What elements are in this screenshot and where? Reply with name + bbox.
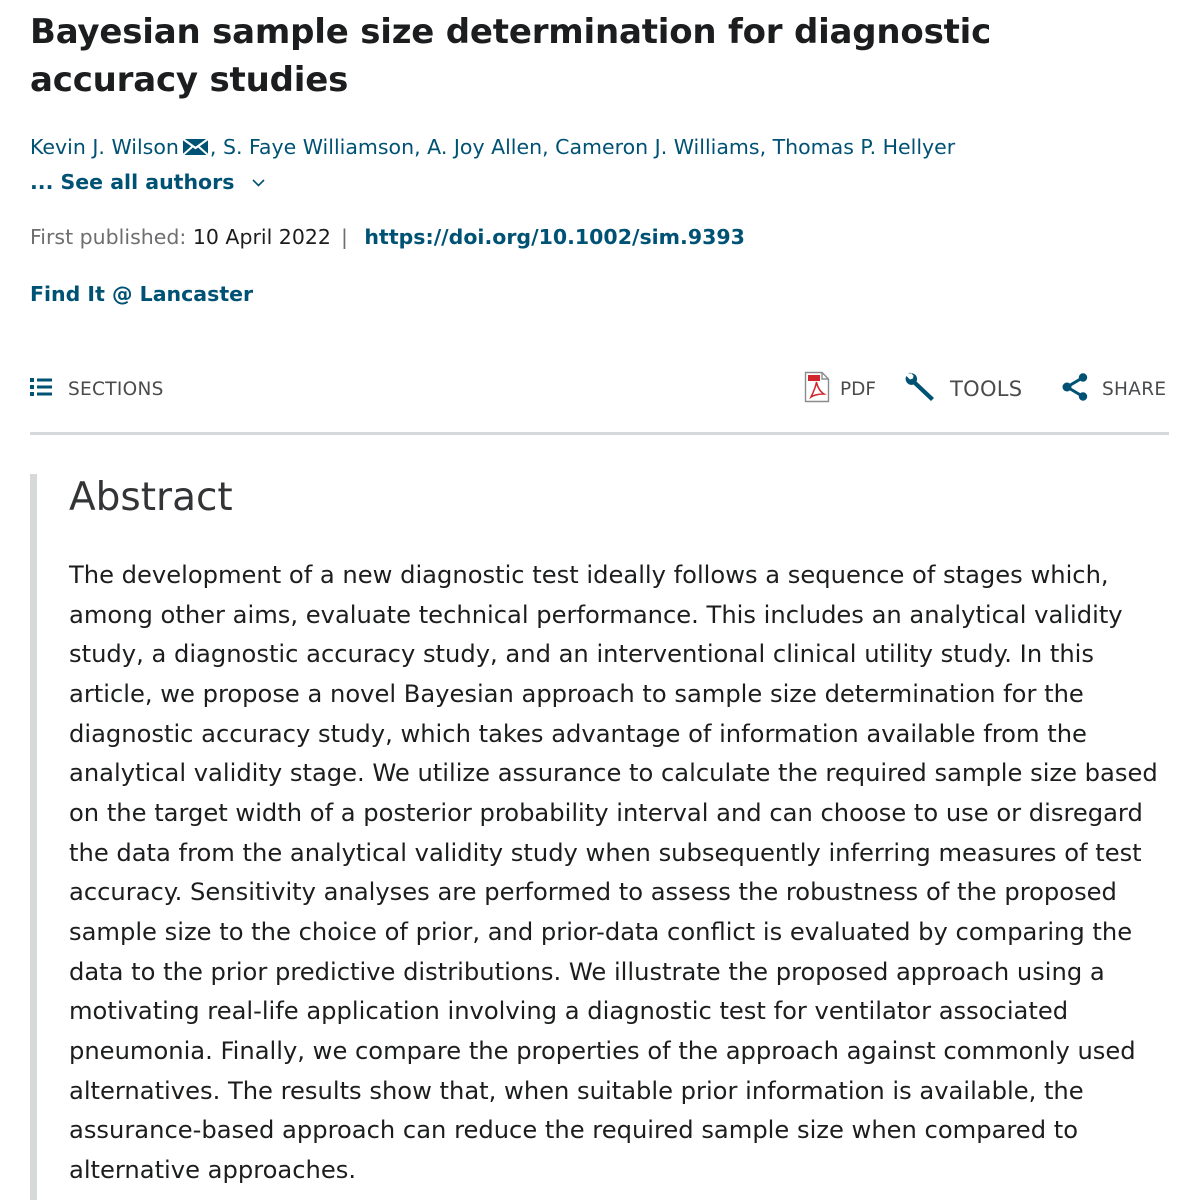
author-link[interactable]: A. Joy Allen [427,135,543,159]
share-button[interactable] [1062,366,1166,412]
article-toolbar [30,366,1169,412]
see-all-authors-label: ... See all authors [30,170,235,194]
publication-info [30,221,745,253]
author-link[interactable]: S. Faye Williamson [222,135,415,159]
author-link[interactable]: Cameron J. Williams [555,135,760,159]
author-list [30,131,1169,163]
author-link[interactable]: Kevin J. Wilson [30,135,179,159]
pdf-file-icon [804,371,830,408]
abstract-accent-bar [30,474,37,1200]
share-icon [1062,373,1088,406]
list-icon [30,378,52,401]
author-separator: , [414,135,421,159]
toolbar-divider [30,432,1169,435]
sections-label: SECTIONS [68,378,164,400]
first-published-date: 10 April 2022 [192,225,331,249]
doi-link[interactable]: https://doi.org/10.1002/sim.9393 [364,225,745,249]
pdf-button[interactable] [804,366,876,412]
see-all-authors-toggle[interactable] [30,164,265,198]
find-it-link[interactable]: Find It @ Lancaster [30,282,254,306]
author-separator: , [209,135,217,159]
share-label: SHARE [1102,378,1167,400]
tools-label: TOOLS [950,377,1023,401]
pdf-label: PDF [840,378,877,400]
first-published-label: First published: [30,225,187,249]
article-title: Bayesian sample size determination for diagnostic accuracy studies [30,12,992,100]
wrench-icon [904,371,938,408]
envelope-icon[interactable] [182,134,210,154]
author-separator: , [759,135,767,159]
abstract-text: The development of a new diagnostic test ideally follows a sequence of stages which, among other aims, evaluate technical performance. This includes an analytical validity study, a diagnostic accuracy study, and an interventional clinical utility study. In this article, we propose a novel Bayesian approach to sample size determination for the diagnostic accuracy study, which takes advantage of information available from the analytical validity stage. We utilize assurance to calculate the required sample size based on the target width of a posterior probability interval and can choose to use or disregard the data from the analytical validity study when subsequently inferring measures of test accuracy. Sensitivity analyses are performed to assess the robustness of the proposed sample size to the choice of prior, and prior-data conflict is evaluated by comparing the data to the prior predictive distributions. We illustrate the proposed approach using a motivating real-life application involving a diagnostic test for ventilator associated pneumonia. Finally, we compare the properties of the approach against commonly used alternatives. The results show that, when suitable prior information is available, the assurance-based approach can reduce the required sample size when compared to alternative approaches. [69,561,1158,1184]
tools-button[interactable] [904,366,1022,412]
author-separator: , [542,135,549,159]
sections-button[interactable] [30,366,164,412]
author-link[interactable]: Thomas P. Hellyer [772,135,956,159]
chevron-down-icon [252,164,265,196]
abstract-heading: Abstract [69,475,233,520]
pipe-separator: | [340,225,348,249]
